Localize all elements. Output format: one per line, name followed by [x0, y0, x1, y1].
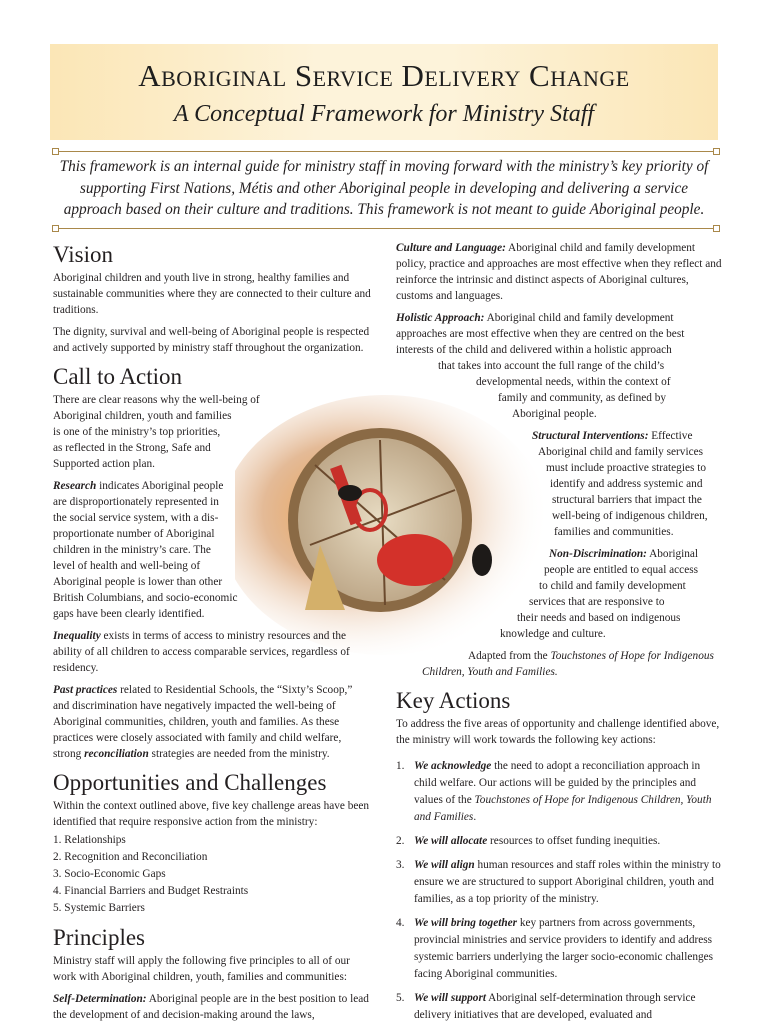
- page-title: Aboriginal Service Delivery Change: [138, 58, 630, 93]
- inequality-paragraph: Inequality exists in terms of access to ministry resources and the ability of all children to access comparable services, regardless of residency.: [53, 630, 350, 674]
- past-practices-paragraph: Past practices related to Residential Schools, the “Sixty’s Scoop,” and discrimination have negatively impacted the well-being of Aboriginal communities, children, youth and families. As these practices were closely associated with family and child welfare, strong reconciliation strategies are needed from the ministry.: [53, 684, 353, 760]
- right-column: [396, 240, 722, 1031]
- top-divider: [55, 151, 717, 152]
- list-item: 3. Socio-Economic Gaps: [53, 868, 166, 880]
- culture-paragraph: Culture and Language: Aboriginal child and family development policy, practice and approaches are most effective when they reflect and reinforce the intrinsic and distinct aspects of Aboriginal cultures, customs and languages.: [396, 242, 722, 302]
- list-item: 1. We acknowledge the need to adopt a reconciliation approach in child welfare. Our actions will be guided by the principles and values of the Touchstones of Hope for Indigenous Children, Youth and Families.: [396, 760, 712, 823]
- principles-intro: Ministry staff will apply the following five principles to all of our work with Aboriginal children, youth, families and communities:: [53, 955, 350, 983]
- challenge-list: [53, 832, 371, 917]
- list-item: 4. We will bring together key partners from across governments, provincial ministries and service providers to identify and address systemic barriers underlying the larger socio-economic challenges facing Aboriginal communities.: [396, 917, 714, 980]
- vision-paragraph: The dignity, survival and well-being of Aboriginal people is respected and actively supported by ministry staff throughout the organization.: [53, 326, 370, 354]
- holistic-paragraph: Holistic Approach: Aboriginal child and family development approaches are most effective when they are centred on the best interests of the child and delivered within a holistic approach that takes into account the full range of the child’s developmental needs, within the context of family and community, as defined by Aboriginal people.: [396, 312, 685, 420]
- inequality-term: Inequality: [53, 630, 101, 642]
- intro-statement: This framework is an internal guide for ministry staff in moving forward with the ministry’s key priority of supporting First Nations, Métis and other Aboriginal people in developing and delivering a service approach based on their culture and traditions. This framework is not meant to guide Aboriginal people.: [59, 158, 709, 218]
- list-item: 2. We will allocate resources to offset funding inequities.: [396, 835, 661, 847]
- key-actions-list: [396, 758, 722, 1024]
- opportunities-heading: Opportunities and Challenges: [53, 770, 327, 795]
- structural-paragraph: Structural Interventions: Effective Aboriginal child and family services must include proactive strategies to identify and address systemic and structural barriers that impact the well-being of indigenous children, families and communities.: [532, 430, 708, 538]
- attribution: Adapted from the Touchstones of Hope for Indigenous Children, Youth and Families.: [422, 650, 714, 678]
- list-item: 2. Recognition and Reconciliation: [53, 851, 208, 863]
- non-discrimination-paragraph: Non-Discrimination: Aboriginal people are entitled to equal access to child and family development services that are responsive to their needs and based on indigenous knowledge and culture.: [500, 548, 699, 640]
- past-practices-term: Past practices: [53, 684, 118, 696]
- list-item: 5. Systemic Barriers: [53, 902, 145, 914]
- self-determination-term: Self-Determination:: [53, 993, 147, 1005]
- non-discrimination-term: Non-Discrimination:: [549, 548, 647, 560]
- header-banner: [50, 44, 718, 140]
- list-item: 1. Relationships: [53, 834, 126, 846]
- vision-heading: Vision: [53, 242, 113, 267]
- call-to-action-heading: Call to Action: [53, 364, 183, 389]
- key-actions-intro: To address the five areas of opportunity and challenge identified above, the ministry will work towards the following key actions:: [396, 718, 720, 746]
- list-item: 5. We will support Aboriginal self-determination through service delivery initiatives that are developed, evaluated and: [396, 992, 696, 1021]
- vision-paragraph: Aboriginal children and youth live in strong, healthy families and sustainable communities where they are connected to their culture and traditions.: [53, 272, 371, 316]
- opportunities-intro: Within the context outlined above, five key challenge areas have been identified that require responsive action from the ministry:: [53, 800, 370, 828]
- research-term: Research: [53, 480, 97, 492]
- bottom-divider: [55, 228, 717, 229]
- holistic-term: Holistic Approach:: [396, 312, 485, 324]
- key-actions-heading: Key Actions: [396, 688, 511, 713]
- self-determination-paragraph: Self-Determination: Aboriginal people are in the best position to lead the development of and decision-making around the laws,: [53, 993, 369, 1021]
- page-subtitle: A Conceptual Framework for Ministry Staff: [173, 101, 595, 127]
- list-item: 3. We will align human resources and staff roles within the ministry to ensure we are structured to support Aboriginal children, youth and families, as a top priority of the ministry.: [396, 859, 721, 905]
- principles-heading: Principles: [53, 925, 145, 950]
- list-item: 4. Financial Barriers and Budget Restraints: [53, 885, 249, 897]
- structural-term: Structural Interventions:: [532, 430, 649, 442]
- culture-term: Culture and Language:: [396, 242, 506, 254]
- left-column: [53, 240, 371, 1029]
- call-to-action-paragraph: There are clear reasons why the well-being of Aboriginal children, youth and families is one of the ministry’s top priorities, as reflected in the Strong, Safe and Supported action plan.: [53, 394, 260, 470]
- research-paragraph: Research indicates Aboriginal people are disproportionately represented in the social service system, with a dis- proportionate number of Aboriginal children in the ministry’s care. The level of health and well-being of Aboriginal people is lower than other British Columbians, and socio-economic gaps have been clearly identified.: [53, 480, 238, 620]
- reconciliation-term: reconciliation: [84, 748, 149, 760]
